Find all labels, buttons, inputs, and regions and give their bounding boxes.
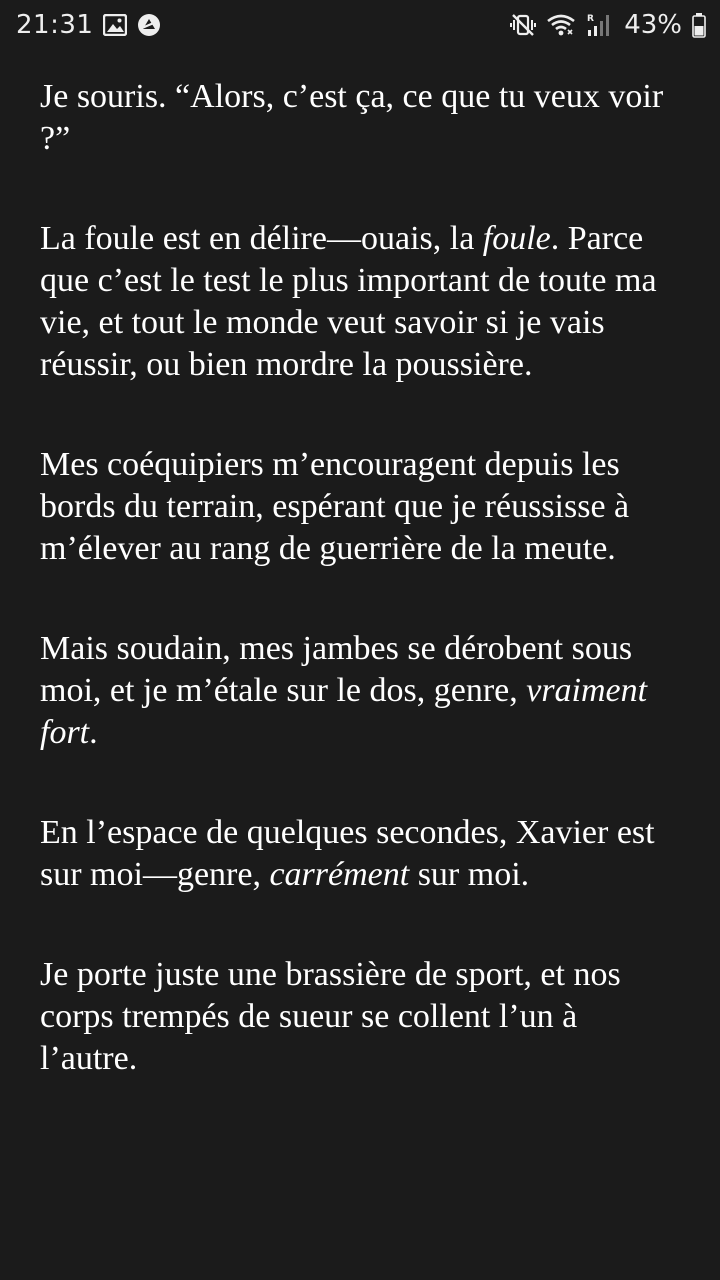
paragraph-text: . [89, 714, 98, 751]
status-right [510, 10, 706, 40]
paragraph-text: En l’espace de quelques secondes, Xavier est sur moi—genre, [40, 814, 655, 893]
paragraph-text: Mais soudain, mes jambes se dérobent sous moi, et je m’étale sur le dos, genre, [40, 630, 633, 709]
paragraph [40, 76, 680, 160]
paragraph [40, 628, 680, 754]
status-time: 21:31 [16, 10, 94, 40]
paragraph-text: sur moi. [409, 856, 530, 893]
paragraph-text: Je souris. “Alors, c’est ça, ce que tu veux voir ?” [40, 78, 664, 157]
paragraph-text: Mes coéquipiers m’encouragent depuis les bords du terrain, espérant que je réussisse à m’élever au rang de guerrière de la meute. [40, 446, 630, 567]
paragraph-text: Je porte juste une brassière de sport, et nos corps trempés de sueur se collent l’un à l’autre. [40, 956, 621, 1077]
paragraph-text: La foule est en délire—ouais, la [40, 220, 483, 257]
emphasis-text: vraiment fort [40, 672, 648, 751]
gallery-icon [103, 14, 127, 36]
app-notification-icon [137, 13, 161, 37]
paragraph [40, 812, 680, 896]
status-left [16, 10, 161, 40]
emphasis-text: carrément [269, 856, 410, 893]
paragraph [40, 218, 680, 386]
svg-text:R: R [587, 14, 595, 24]
battery-percent: 43% [624, 10, 682, 40]
status-bar [0, 0, 720, 50]
vibrate-icon [510, 12, 536, 38]
wifi-icon [546, 13, 576, 37]
reader-content[interactable] [40, 76, 680, 1138]
emphasis-text: foule [482, 220, 551, 257]
paragraph [40, 444, 680, 570]
battery-icon [692, 12, 706, 38]
paragraph [40, 954, 680, 1080]
signal-roaming-icon [586, 12, 612, 38]
paragraph-text: . Parce que c’est le test le plus important de toute ma vie, et tout le monde veut savoir si je vais réussir, ou bien mordre la poussière. [40, 220, 657, 383]
